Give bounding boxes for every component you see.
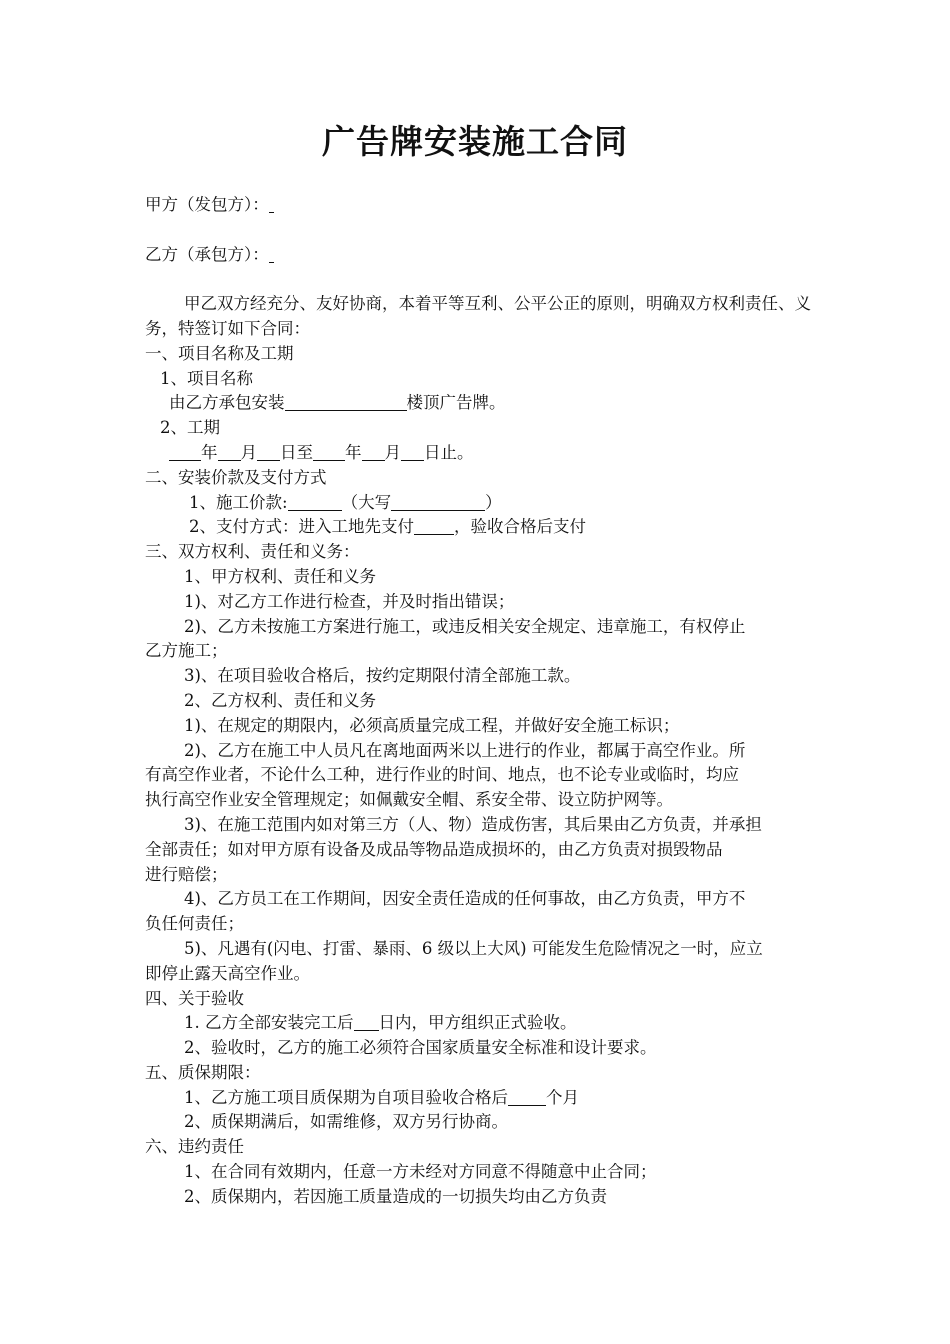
payment-line — [145, 515, 811, 540]
party-a-item-3: 3)、在项目验收合格后，按约定期限付清全部施工款。 — [184, 666, 581, 686]
acceptance-item-1 — [145, 1011, 811, 1036]
party-b-item-4: 4)、乙方员工在工作期间，因安全责任造成的任何事故，由乙方负责，甲方不 — [184, 889, 746, 909]
party-a-item-2-cont: 乙方施工； — [145, 641, 228, 661]
project-name-suffix: 楼顶广告牌。 — [406, 393, 506, 413]
project-name-blank[interactable] — [285, 392, 407, 411]
payment-blank[interactable] — [414, 516, 454, 535]
price-capital-label: （大写 — [341, 492, 392, 512]
section-5-heading: 五、质保期限： — [145, 1062, 261, 1082]
party-b-item-1: 1)、在规定的期限内，必须高质量完成工程，并做好安全施工标识； — [184, 715, 680, 735]
party-a-item-2: 2)、乙方未按施工方案进行施工，或违反相关安全规定、违章施工，有权停止 — [184, 616, 746, 636]
end-day-blank[interactable] — [401, 442, 424, 461]
price-blank[interactable] — [288, 492, 342, 511]
party-a-line — [145, 193, 811, 218]
acceptance-prefix: 1. 乙方全部安装完工后 — [184, 1013, 354, 1033]
section-1-heading: 一、项目名称及工期 — [145, 343, 294, 363]
section-1-sub2: 2、工期 — [160, 418, 220, 438]
spacer — [145, 218, 811, 243]
warranty-months-blank[interactable] — [508, 1087, 546, 1106]
section-4-heading: 四、关于验收 — [145, 988, 244, 1008]
year-label: 年 — [201, 442, 218, 462]
month-label: 月 — [240, 442, 257, 462]
day-to-label: 日至 — [280, 442, 313, 462]
breach-item-1: 1、在合同有效期内，任意一方未经对方同意不得随意中止合同； — [184, 1162, 657, 1182]
party-b-item-3-cont: 全部责任；如对甲方原有设备及成品等物品造成损坏的，由乙方负责对损毁物品 — [145, 839, 723, 859]
party-b-blank[interactable] — [269, 244, 274, 263]
warranty-suffix: 个月 — [546, 1087, 579, 1107]
start-day-blank[interactable] — [257, 442, 280, 461]
warranty-prefix: 1、乙方施工项目质保期为自项目验收合格后 — [184, 1087, 508, 1107]
section-6-heading: 六、违约责任 — [145, 1137, 244, 1157]
spacer — [145, 267, 811, 292]
acceptance-item-2: 2、验收时，乙方的施工必须符合国家质量安全标准和设计要求。 — [184, 1038, 657, 1058]
project-name-prefix: 由乙方承包安装 — [169, 393, 285, 413]
price-line — [145, 491, 811, 516]
acceptance-suffix: 日内，甲方组织正式验收。 — [378, 1013, 577, 1033]
party-b-item-3: 3)、在施工范围内如对第三方（人、物）造成伤害，其后果由乙方负责，并承担 — [184, 814, 762, 834]
price-capital-blank[interactable] — [391, 492, 485, 511]
breach-item-2: 2、质保期内，若因施工质量造成的一切损失均由乙方负责 — [184, 1186, 607, 1206]
party-a-blank[interactable] — [269, 194, 274, 213]
party-a-label: 甲方（发包方）： — [145, 195, 269, 214]
duration-line — [145, 441, 811, 466]
warranty-item-1 — [145, 1086, 811, 1111]
party-b-item-2-cont: 执行高空作业安全管理规定；如佩戴安全帽、系安全带、设立防护网等。 — [145, 790, 673, 810]
document-title: 广告牌安装施工合同 — [322, 122, 628, 161]
intro-paragraph: 甲乙双方经充分、友好协商，本着平等互利、公平公正的原则，明确双方权利责任、义务，特签订如下合同： — [145, 294, 811, 338]
price-close-paren: ） — [485, 492, 502, 512]
year-label: 年 — [345, 442, 362, 462]
party-b-item-3-cont: 进行赔偿； — [145, 864, 228, 884]
warranty-item-2: 2、质保期满后，如需维修，双方另行协商。 — [184, 1112, 508, 1132]
section-1-sub1: 1、项目名称 — [160, 368, 253, 388]
party-a-rights-heading: 1、甲方权利、责任和义务 — [184, 566, 376, 586]
acceptance-days-blank[interactable] — [354, 1012, 379, 1031]
month-label: 月 — [384, 442, 401, 462]
contract-body — [145, 193, 811, 1210]
section-2-heading: 二、安装价款及支付方式 — [145, 467, 327, 487]
party-b-item-5: 5)、凡遇有(闪电、打雷、暴雨、6 级以上大风) 可能发生危险情况之一时，应立 — [184, 938, 763, 958]
start-year-blank[interactable] — [169, 442, 201, 461]
party-a-item-1: 1)、对乙方工作进行检查，并及时指出错误； — [184, 591, 515, 611]
payment-prefix: 2、支付方式：进入工地先支付 — [189, 517, 414, 537]
party-b-item-4-cont: 负任何责任； — [145, 914, 244, 934]
party-b-item-2-cont: 有高空作业者，不论什么工种，进行作业的时间、地点，也不论专业或临时，均应 — [145, 765, 739, 785]
end-year-blank[interactable] — [313, 442, 345, 461]
payment-suffix: ，验收合格后支付 — [454, 517, 586, 537]
project-name-line — [145, 391, 811, 416]
party-b-item-5-cont: 即停止露天高空作业。 — [145, 963, 310, 983]
end-month-blank[interactable] — [362, 442, 385, 461]
party-b-label: 乙方（承包方）： — [145, 244, 269, 264]
start-month-blank[interactable] — [218, 442, 241, 461]
price-label: 1、施工价款: — [189, 492, 288, 512]
day-end-label: 日止。 — [424, 442, 474, 462]
party-b-item-2: 2)、乙方在施工中人员凡在离地面两米以上进行的作业，都属于高空作业。所 — [184, 740, 746, 760]
party-b-line — [145, 243, 811, 268]
section-3-heading: 三、双方权利、责任和义务： — [145, 542, 360, 562]
party-b-rights-heading: 2、乙方权利、责任和义务 — [184, 690, 376, 710]
